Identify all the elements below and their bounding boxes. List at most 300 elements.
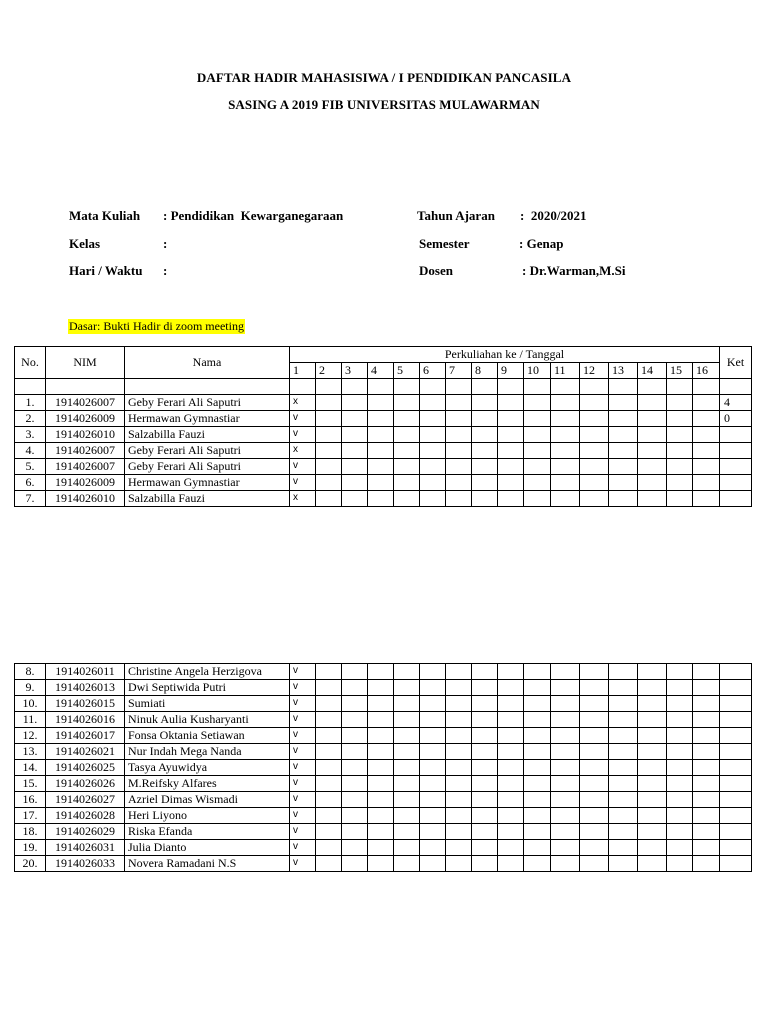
attendance-cell-meeting-11 [551, 411, 580, 427]
attendance-cell-meeting-5 [394, 856, 420, 872]
attendance-cell-meeting-15 [667, 395, 693, 411]
attendance-cell-meeting-11 [551, 776, 580, 792]
attendance-cell-meeting-10 [524, 776, 551, 792]
attendance-cell-meeting-14 [638, 680, 667, 696]
attendance-cell-meeting-4 [368, 856, 394, 872]
student-nim: 1914026026 [46, 776, 125, 792]
ket-cell: 0 [720, 411, 752, 427]
attendance-cell-meeting-8 [472, 475, 498, 491]
student-name: Riska Efanda [125, 824, 290, 840]
attendance-cell-meeting-8 [472, 744, 498, 760]
attendance-cell-meeting-3 [342, 664, 368, 680]
attendance-cell-meeting-5 [394, 840, 420, 856]
attendance-cell-meeting-13 [609, 776, 638, 792]
attendance-cell-meeting-12 [580, 443, 609, 459]
student-nim: 1914026027 [46, 792, 125, 808]
attendance-mark-meeting-1: v [290, 776, 316, 792]
attendance-cell-meeting-16 [693, 459, 720, 475]
attendance-cell-meeting-10 [524, 728, 551, 744]
student-nim: 1914026009 [46, 475, 125, 491]
attendance-cell-meeting-15 [667, 712, 693, 728]
attendance-cell-meeting-4 [368, 760, 394, 776]
student-nim: 1914026029 [46, 824, 125, 840]
ket-cell [720, 696, 752, 712]
dosen-value: : Dr.Warman,M.Si [522, 263, 626, 278]
attendance-cell-meeting-7 [446, 840, 472, 856]
attendance-cell-meeting-10 [524, 856, 551, 872]
attendance-cell-meeting-8 [472, 760, 498, 776]
ket-cell [720, 856, 752, 872]
kelas-value: : [163, 236, 168, 251]
attendance-cell-meeting-5 [394, 680, 420, 696]
attendance-cell-meeting-7 [446, 728, 472, 744]
attendance-cell-meeting-3 [342, 475, 368, 491]
attendance-cell-meeting-2 [316, 475, 342, 491]
attendance-cell-meeting-10 [524, 427, 551, 443]
attendance-mark-meeting-1: v [290, 664, 316, 680]
student-nim: 1914026016 [46, 712, 125, 728]
attendance-cell-meeting-16 [693, 792, 720, 808]
attendance-cell-meeting-8 [472, 680, 498, 696]
attendance-cell-meeting-15 [667, 792, 693, 808]
attendance-cell-meeting-13 [609, 728, 638, 744]
attendance-cell-meeting-16 [693, 491, 720, 507]
attendance-cell-meeting-10 [524, 491, 551, 507]
attendance-cell-meeting-16 [693, 712, 720, 728]
attendance-cell-meeting-12 [580, 475, 609, 491]
attendance-cell-meeting-12 [580, 760, 609, 776]
attendance-cell-meeting-15 [667, 776, 693, 792]
attendance-cell-meeting-5 [394, 427, 420, 443]
attendance-cell-meeting-15 [667, 744, 693, 760]
hari-waktu-value: : [163, 263, 168, 278]
attendance-cell-meeting-3 [342, 728, 368, 744]
student-nim: 1914026007 [46, 443, 125, 459]
attendance-cell-meeting-6 [420, 411, 446, 427]
hari-waktu-label: Hari / Waktu [69, 263, 143, 278]
attendance-cell-meeting-15 [667, 427, 693, 443]
attendance-table-part2 [14, 663, 752, 872]
attendance-cell-meeting-7 [446, 824, 472, 840]
attendance-cell-meeting-3 [342, 856, 368, 872]
attendance-cell-meeting-10 [524, 395, 551, 411]
header-meeting-8: 8 [472, 363, 498, 379]
attendance-cell-meeting-12 [580, 744, 609, 760]
attendance-cell-meeting-12 [580, 728, 609, 744]
attendance-cell-meeting-14 [638, 840, 667, 856]
attendance-cell-meeting-7 [446, 856, 472, 872]
attendance-cell-meeting-13 [609, 712, 638, 728]
attendance-cell-meeting-15 [667, 411, 693, 427]
attendance-cell-meeting-14 [638, 728, 667, 744]
attendance-mark-meeting-1: x [290, 395, 316, 411]
attendance-cell-meeting-7 [446, 475, 472, 491]
attendance-cell-meeting-4 [368, 427, 394, 443]
attendance-cell-meeting-10 [524, 840, 551, 856]
attendance-cell-meeting-9 [498, 808, 524, 824]
attendance-cell-meeting-5 [394, 808, 420, 824]
attendance-cell-meeting-2 [316, 712, 342, 728]
table-row [15, 728, 752, 744]
attendance-cell-meeting-2 [316, 459, 342, 475]
attendance-cell-meeting-5 [394, 459, 420, 475]
attendance-cell-meeting-2 [316, 664, 342, 680]
blank-cell [316, 379, 342, 395]
attendance-cell-meeting-3 [342, 792, 368, 808]
attendance-cell-meeting-4 [368, 712, 394, 728]
attendance-mark-meeting-1: x [290, 443, 316, 459]
attendance-cell-meeting-9 [498, 792, 524, 808]
attendance-cell-meeting-8 [472, 856, 498, 872]
student-name: Salzabilla Fauzi [125, 491, 290, 507]
attendance-cell-meeting-10 [524, 760, 551, 776]
attendance-cell-meeting-7 [446, 459, 472, 475]
attendance-cell-meeting-6 [420, 744, 446, 760]
ket-cell [720, 776, 752, 792]
attendance-cell-meeting-6 [420, 808, 446, 824]
attendance-cell-meeting-4 [368, 664, 394, 680]
attendance-mark-meeting-1: v [290, 411, 316, 427]
attendance-cell-meeting-5 [394, 792, 420, 808]
attendance-cell-meeting-11 [551, 856, 580, 872]
attendance-cell-meeting-11 [551, 475, 580, 491]
attendance-cell-meeting-3 [342, 840, 368, 856]
attendance-cell-meeting-9 [498, 395, 524, 411]
attendance-cell-meeting-12 [580, 776, 609, 792]
attendance-cell-meeting-11 [551, 712, 580, 728]
student-name: Hermawan Gymnastiar [125, 411, 290, 427]
attendance-cell-meeting-10 [524, 744, 551, 760]
header-meeting-10: 10 [524, 363, 551, 379]
student-nim: 1914026013 [46, 680, 125, 696]
attendance-cell-meeting-3 [342, 824, 368, 840]
attendance-cell-meeting-14 [638, 696, 667, 712]
attendance-cell-meeting-6 [420, 395, 446, 411]
attendance-cell-meeting-13 [609, 840, 638, 856]
attendance-cell-meeting-2 [316, 776, 342, 792]
attendance-cell-meeting-13 [609, 792, 638, 808]
table-row [15, 395, 752, 411]
attendance-cell-meeting-11 [551, 792, 580, 808]
attendance-cell-meeting-9 [498, 712, 524, 728]
attendance-cell-meeting-5 [394, 728, 420, 744]
attendance-cell-meeting-11 [551, 443, 580, 459]
attendance-cell-meeting-4 [368, 459, 394, 475]
header-meeting-5: 5 [394, 363, 420, 379]
attendance-cell-meeting-2 [316, 395, 342, 411]
student-nim: 1914026031 [46, 840, 125, 856]
attendance-cell-meeting-9 [498, 491, 524, 507]
kelas-label: Kelas [69, 236, 101, 251]
attendance-cell-meeting-4 [368, 491, 394, 507]
blank-cell [667, 379, 693, 395]
attendance-cell-meeting-2 [316, 840, 342, 856]
table-row [15, 840, 752, 856]
attendance-cell-meeting-11 [551, 427, 580, 443]
attendance-cell-meeting-14 [638, 427, 667, 443]
attendance-cell-meeting-4 [368, 696, 394, 712]
student-nim: 1914026007 [46, 395, 125, 411]
attendance-table-part1 [14, 346, 752, 507]
attendance-cell-meeting-8 [472, 824, 498, 840]
blank-cell [420, 379, 446, 395]
attendance-cell-meeting-7 [446, 491, 472, 507]
attendance-cell-meeting-11 [551, 808, 580, 824]
header-no: No. [15, 347, 46, 379]
row-number: 14. [15, 760, 46, 776]
attendance-cell-meeting-6 [420, 680, 446, 696]
attendance-mark-meeting-1: v [290, 744, 316, 760]
attendance-cell-meeting-5 [394, 475, 420, 491]
attendance-cell-meeting-2 [316, 411, 342, 427]
header-meeting-9: 9 [498, 363, 524, 379]
attendance-cell-meeting-11 [551, 664, 580, 680]
attendance-cell-meeting-5 [394, 411, 420, 427]
row-number: 15. [15, 776, 46, 792]
attendance-cell-meeting-2 [316, 824, 342, 840]
student-nim: 1914026033 [46, 856, 125, 872]
tahun-ajaran-label: Tahun Ajaran [417, 208, 495, 223]
student-name: Geby Ferari Ali Saputri [125, 395, 290, 411]
attendance-cell-meeting-12 [580, 491, 609, 507]
row-number: 18. [15, 824, 46, 840]
attendance-cell-meeting-8 [472, 395, 498, 411]
attendance-cell-meeting-2 [316, 443, 342, 459]
attendance-cell-meeting-5 [394, 712, 420, 728]
blank-cell [290, 379, 316, 395]
semester-value: : Genap [519, 236, 564, 251]
attendance-cell-meeting-9 [498, 427, 524, 443]
attendance-cell-meeting-11 [551, 840, 580, 856]
attendance-cell-meeting-7 [446, 808, 472, 824]
attendance-mark-meeting-1: v [290, 712, 316, 728]
attendance-cell-meeting-12 [580, 840, 609, 856]
attendance-cell-meeting-9 [498, 824, 524, 840]
header-meeting-7: 7 [446, 363, 472, 379]
blank-cell [394, 379, 420, 395]
header-perkuliahan: Perkuliahan ke / Tanggal [290, 347, 720, 363]
attendance-cell-meeting-14 [638, 792, 667, 808]
attendance-cell-meeting-16 [693, 427, 720, 443]
attendance-cell-meeting-8 [472, 776, 498, 792]
attendance-cell-meeting-16 [693, 760, 720, 776]
attendance-cell-meeting-9 [498, 776, 524, 792]
attendance-cell-meeting-8 [472, 491, 498, 507]
attendance-cell-meeting-11 [551, 696, 580, 712]
attendance-cell-meeting-14 [638, 760, 667, 776]
ket-cell [720, 744, 752, 760]
row-number: 3. [15, 427, 46, 443]
attendance-cell-meeting-15 [667, 680, 693, 696]
attendance-cell-meeting-4 [368, 728, 394, 744]
attendance-cell-meeting-12 [580, 411, 609, 427]
attendance-cell-meeting-8 [472, 664, 498, 680]
blank-cell [609, 379, 638, 395]
attendance-cell-meeting-14 [638, 664, 667, 680]
attendance-cell-meeting-5 [394, 776, 420, 792]
attendance-cell-meeting-3 [342, 712, 368, 728]
attendance-cell-meeting-16 [693, 411, 720, 427]
attendance-basis-note: Dasar: Bukti Hadir di zoom meeting [69, 319, 244, 333]
attendance-cell-meeting-14 [638, 808, 667, 824]
table-row [15, 696, 752, 712]
attendance-cell-meeting-13 [609, 856, 638, 872]
attendance-cell-meeting-12 [580, 712, 609, 728]
attendance-cell-meeting-15 [667, 664, 693, 680]
attendance-mark-meeting-1: v [290, 840, 316, 856]
attendance-cell-meeting-7 [446, 792, 472, 808]
attendance-cell-meeting-10 [524, 824, 551, 840]
attendance-cell-meeting-3 [342, 680, 368, 696]
attendance-cell-meeting-13 [609, 664, 638, 680]
attendance-cell-meeting-3 [342, 760, 368, 776]
header-nim: NIM [46, 347, 125, 379]
header-meeting-13: 13 [609, 363, 638, 379]
attendance-cell-meeting-9 [498, 760, 524, 776]
attendance-cell-meeting-10 [524, 712, 551, 728]
attendance-cell-meeting-6 [420, 459, 446, 475]
attendance-cell-meeting-8 [472, 808, 498, 824]
attendance-cell-meeting-14 [638, 475, 667, 491]
attendance-cell-meeting-6 [420, 776, 446, 792]
header-meeting-6: 6 [420, 363, 446, 379]
attendance-cell-meeting-5 [394, 491, 420, 507]
attendance-cell-meeting-14 [638, 459, 667, 475]
attendance-cell-meeting-4 [368, 395, 394, 411]
attendance-mark-meeting-1: v [290, 856, 316, 872]
attendance-cell-meeting-12 [580, 856, 609, 872]
ket-cell: 4 [720, 395, 752, 411]
attendance-cell-meeting-7 [446, 680, 472, 696]
blank-cell [472, 379, 498, 395]
attendance-cell-meeting-4 [368, 443, 394, 459]
row-number: 20. [15, 856, 46, 872]
row-number: 6. [15, 475, 46, 491]
attendance-cell-meeting-12 [580, 824, 609, 840]
student-nim: 1914026015 [46, 696, 125, 712]
attendance-cell-meeting-11 [551, 491, 580, 507]
attendance-cell-meeting-8 [472, 443, 498, 459]
ket-cell [720, 680, 752, 696]
header-meeting-1: 1 [290, 363, 316, 379]
attendance-cell-meeting-6 [420, 712, 446, 728]
header-meeting-3: 3 [342, 363, 368, 379]
student-name: Christine Angela Herzigova [125, 664, 290, 680]
table-row [15, 443, 752, 459]
attendance-cell-meeting-6 [420, 664, 446, 680]
attendance-cell-meeting-2 [316, 760, 342, 776]
attendance-cell-meeting-10 [524, 808, 551, 824]
attendance-cell-meeting-8 [472, 728, 498, 744]
table-row [15, 680, 752, 696]
attendance-cell-meeting-5 [394, 443, 420, 459]
attendance-cell-meeting-8 [472, 792, 498, 808]
attendance-cell-meeting-2 [316, 491, 342, 507]
table-row [15, 491, 752, 507]
attendance-cell-meeting-8 [472, 411, 498, 427]
attendance-cell-meeting-4 [368, 680, 394, 696]
tahun-ajaran-value: : 2020/2021 [520, 208, 587, 223]
attendance-cell-meeting-9 [498, 680, 524, 696]
row-number: 19. [15, 840, 46, 856]
attendance-cell-meeting-13 [609, 443, 638, 459]
blank-cell [580, 379, 609, 395]
attendance-cell-meeting-2 [316, 856, 342, 872]
student-nim: 1914026009 [46, 411, 125, 427]
attendance-cell-meeting-10 [524, 664, 551, 680]
attendance-cell-meeting-12 [580, 664, 609, 680]
attendance-cell-meeting-2 [316, 696, 342, 712]
student-nim: 1914026007 [46, 459, 125, 475]
blank-cell [46, 379, 125, 395]
attendance-cell-meeting-5 [394, 744, 420, 760]
mata-kuliah-value: : Pendidikan Kewarganegaraan [163, 208, 344, 223]
attendance-cell-meeting-8 [472, 712, 498, 728]
attendance-mark-meeting-1: v [290, 792, 316, 808]
attendance-cell-meeting-16 [693, 475, 720, 491]
attendance-cell-meeting-8 [472, 459, 498, 475]
attendance-cell-meeting-4 [368, 824, 394, 840]
document-subtitle: SASING A 2019 FIB UNIVERSITAS MULAWARMAN [228, 97, 540, 112]
header-meeting-12: 12 [580, 363, 609, 379]
row-number: 2. [15, 411, 46, 427]
attendance-cell-meeting-6 [420, 856, 446, 872]
attendance-cell-meeting-11 [551, 395, 580, 411]
attendance-cell-meeting-2 [316, 792, 342, 808]
attendance-cell-meeting-10 [524, 696, 551, 712]
ket-cell [720, 760, 752, 776]
ket-cell [720, 475, 752, 491]
attendance-cell-meeting-16 [693, 696, 720, 712]
ket-cell [720, 728, 752, 744]
attendance-cell-meeting-2 [316, 427, 342, 443]
attendance-cell-meeting-5 [394, 395, 420, 411]
header-meeting-14: 14 [638, 363, 667, 379]
attendance-cell-meeting-7 [446, 443, 472, 459]
attendance-cell-meeting-15 [667, 443, 693, 459]
ket-cell [720, 808, 752, 824]
attendance-cell-meeting-7 [446, 664, 472, 680]
attendance-cell-meeting-9 [498, 664, 524, 680]
attendance-cell-meeting-6 [420, 792, 446, 808]
attendance-cell-meeting-10 [524, 411, 551, 427]
attendance-cell-meeting-3 [342, 696, 368, 712]
attendance-cell-meeting-13 [609, 427, 638, 443]
attendance-cell-meeting-8 [472, 840, 498, 856]
attendance-cell-meeting-14 [638, 824, 667, 840]
attendance-cell-meeting-15 [667, 696, 693, 712]
attendance-cell-meeting-9 [498, 696, 524, 712]
attendance-cell-meeting-6 [420, 728, 446, 744]
attendance-mark-meeting-1: v [290, 696, 316, 712]
semester-label: Semester [419, 236, 470, 251]
attendance-cell-meeting-9 [498, 475, 524, 491]
ket-cell [720, 840, 752, 856]
attendance-cell-meeting-13 [609, 824, 638, 840]
student-name: Julia Dianto [125, 840, 290, 856]
header-meeting-15: 15 [667, 363, 693, 379]
attendance-cell-meeting-14 [638, 395, 667, 411]
attendance-cell-meeting-7 [446, 776, 472, 792]
ket-cell [720, 664, 752, 680]
student-nim: 1914026025 [46, 760, 125, 776]
attendance-cell-meeting-13 [609, 680, 638, 696]
student-name: Tasya Ayuwidya [125, 760, 290, 776]
header-ket: Ket [720, 347, 752, 379]
attendance-cell-meeting-16 [693, 856, 720, 872]
attendance-cell-meeting-11 [551, 744, 580, 760]
attendance-cell-meeting-7 [446, 712, 472, 728]
